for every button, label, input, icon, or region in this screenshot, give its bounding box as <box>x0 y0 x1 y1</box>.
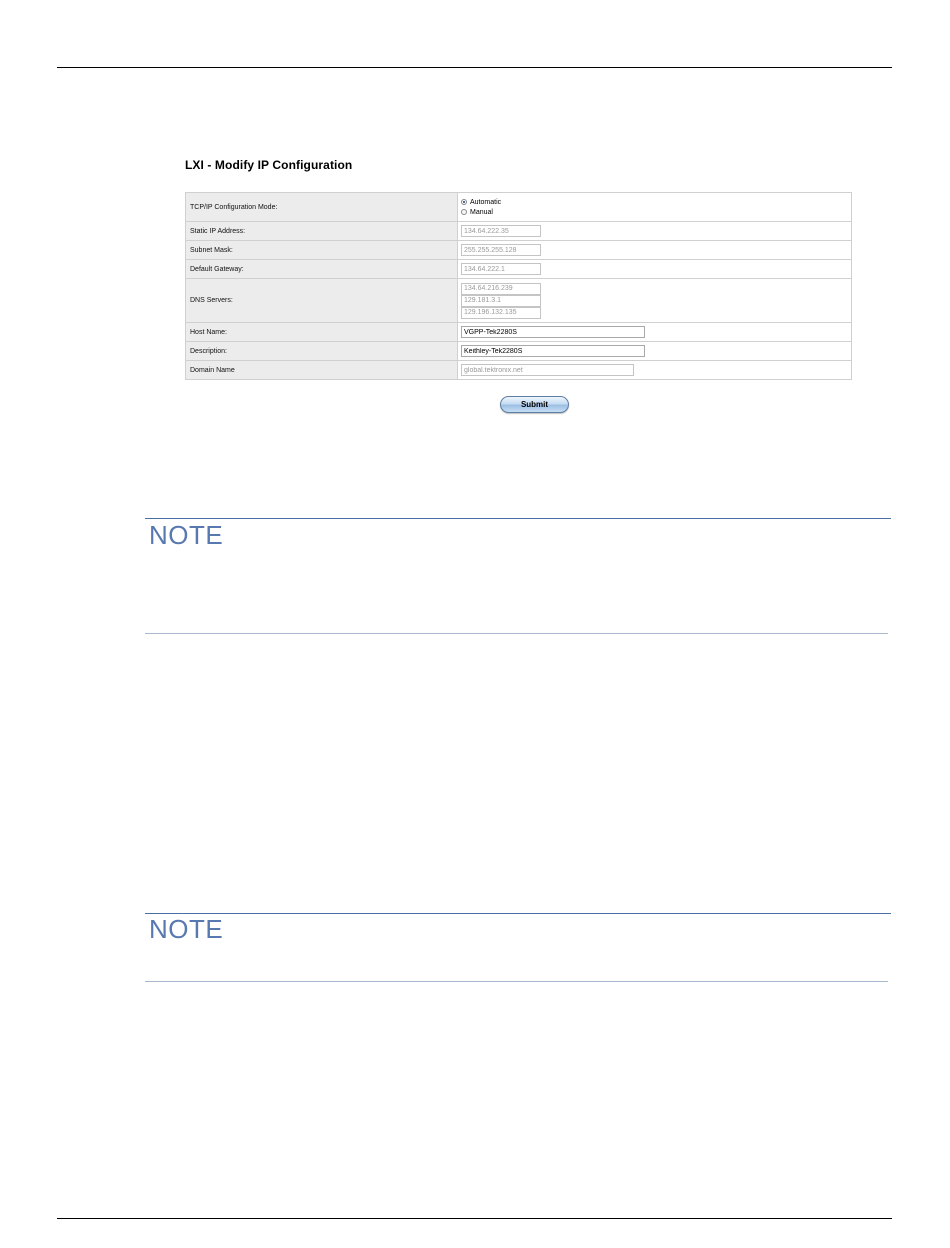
table-row <box>186 342 852 361</box>
static-ip-field[interactable] <box>461 225 541 237</box>
note-1-end-rule <box>145 633 888 634</box>
dns-server-2-field[interactable] <box>461 295 541 307</box>
footer-rule <box>57 1218 892 1219</box>
mode-label: TCP/IP Configuration Mode: <box>186 193 458 222</box>
radio-automatic-indicator[interactable] <box>461 199 467 205</box>
radio-automatic[interactable] <box>461 197 851 207</box>
table-row <box>186 361 852 380</box>
domain-name-label: Domain Name <box>186 361 458 380</box>
note-2-end-rule <box>145 981 888 982</box>
host-name-field[interactable] <box>461 326 645 338</box>
header-rule <box>57 67 892 68</box>
table-row <box>186 323 852 342</box>
default-gateway-field[interactable] <box>461 263 541 275</box>
table-row <box>186 222 852 241</box>
note-2-rule <box>145 913 891 914</box>
radio-manual-label: Manual <box>470 208 493 216</box>
dns-server-3-field[interactable] <box>461 307 541 319</box>
subnet-mask-label: Subnet Mask: <box>186 241 458 260</box>
radio-automatic-label: Automatic <box>470 198 502 206</box>
dns-servers-label: DNS Servers: <box>186 279 458 323</box>
default-gateway-label: Default Gateway: <box>186 260 458 279</box>
description-label: Description: <box>186 342 458 361</box>
table-row <box>186 193 852 222</box>
subnet-mask-field[interactable] <box>461 244 541 256</box>
dns-server-1-field[interactable] <box>461 283 541 295</box>
table-row <box>186 279 852 323</box>
note-1-rule <box>145 518 891 519</box>
table-row <box>186 241 852 260</box>
radio-manual[interactable] <box>461 207 851 217</box>
description-field[interactable] <box>461 345 645 357</box>
submit-button[interactable]: Submit <box>500 396 569 413</box>
domain-name-field[interactable] <box>461 364 634 376</box>
note-1-heading: NOTE <box>149 520 224 550</box>
radio-manual-indicator[interactable] <box>461 209 467 215</box>
note-2-heading: NOTE <box>149 914 224 944</box>
page-title: LXI - Modify IP Configuration <box>185 158 353 172</box>
table-row <box>186 260 852 279</box>
ip-config-table <box>185 192 852 380</box>
static-ip-label: Static IP Address: <box>186 222 458 241</box>
host-name-label: Host Name: <box>186 323 458 342</box>
